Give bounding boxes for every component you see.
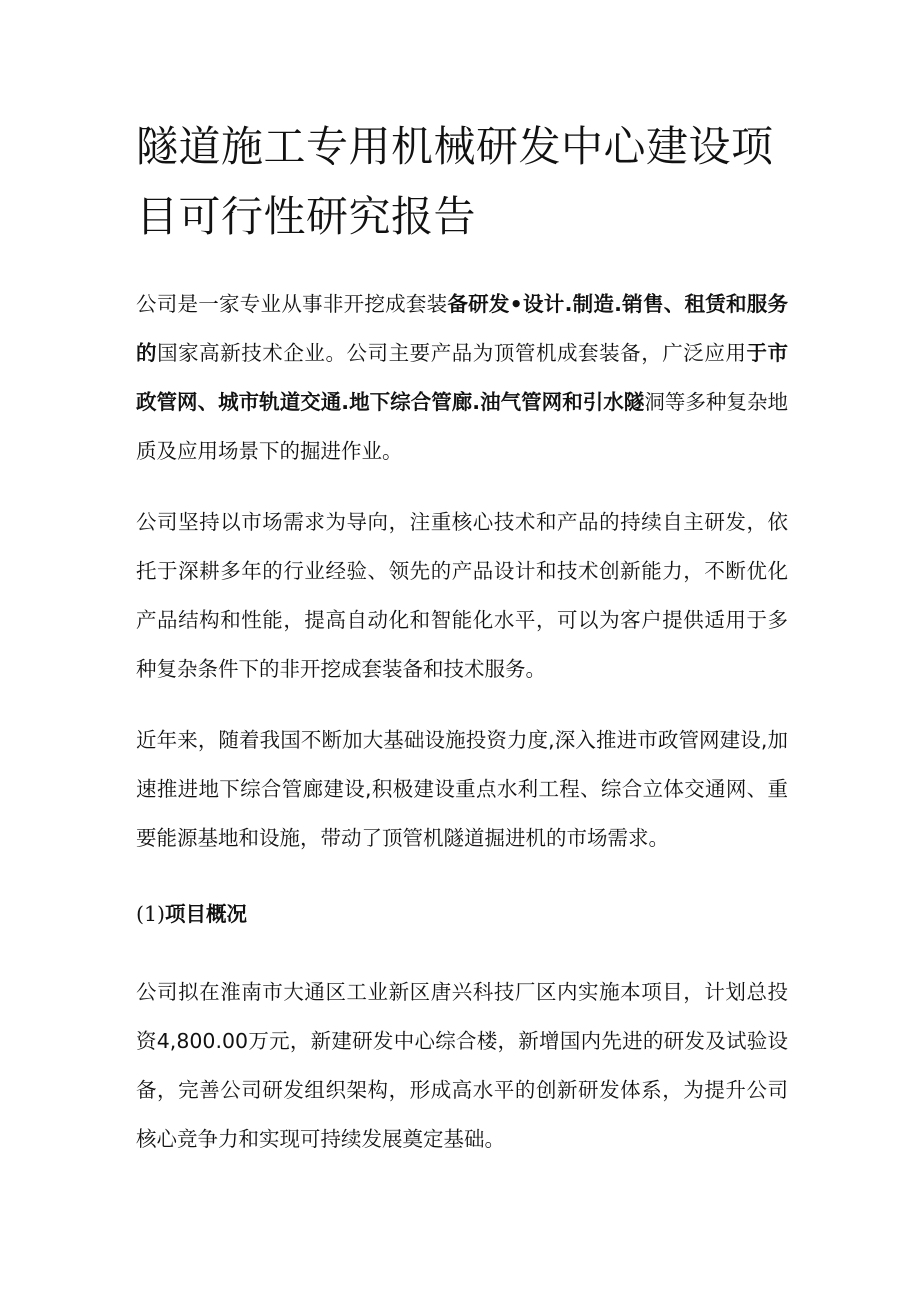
intro-paragraph (136, 280, 788, 476)
bold-text-segment: 备研发•设计.制造.销售、租赁和服务的 (136, 292, 788, 365)
bold-text-segment: 于市政管网、城市轨道交通.地下综合管廊.油气管网和引水隧 (136, 341, 789, 414)
text-segment: 公司是一家专业从事非开挖成套装 (136, 292, 448, 316)
text-segment: 公司坚持以市场需求为导向，注重核心技术和产品的持续自主研发，依托于深耕多年的行业经验、领先的产品设计和技术创新能力，不断优化产品结构和性能，提高自动化和智能化水平，可以为客户提供适用于多种复杂条件下的非开挖成套装备和技术服务。 (136, 510, 788, 681)
section-title: 项目概况 (165, 902, 248, 926)
strategy-paragraph (136, 498, 788, 694)
section-heading (136, 890, 247, 939)
document-title: 隧道施工专用机械研发中心建设项目可行性研究报告 (136, 122, 774, 241)
project-overview-paragraph: 公司拟在淮南市大通区工业新区唐兴科技厂区内实施本项目，计划总投资4,800.00万元，新建研发中心综合楼，新增国内先进的研发及试验设备，完善公司研发组织架构，形成高水平的创新研发体系，为提升公司核心竞争力和实现可持续发展奠定基础。 (136, 980, 788, 1151)
text-segment: 洞等多种复杂地质及应用场景下的掘进作业。 (136, 390, 789, 463)
text-segment: 近年来，随着我国不断加大基础设施投资力度,深入推进市政管网建设,加速推进地下综合管廊建设,积极建设重点水利工程、综合立体交通网、重要能源基地和设施，带动了顶管机隧道掘进机的市场需求。 (136, 728, 788, 850)
text-segment: 国家高新技术企业。公司主要产品为顶管机成套装备，广泛应用 (157, 341, 747, 365)
market-paragraph (136, 716, 788, 863)
section-number: (1) (136, 902, 166, 926)
